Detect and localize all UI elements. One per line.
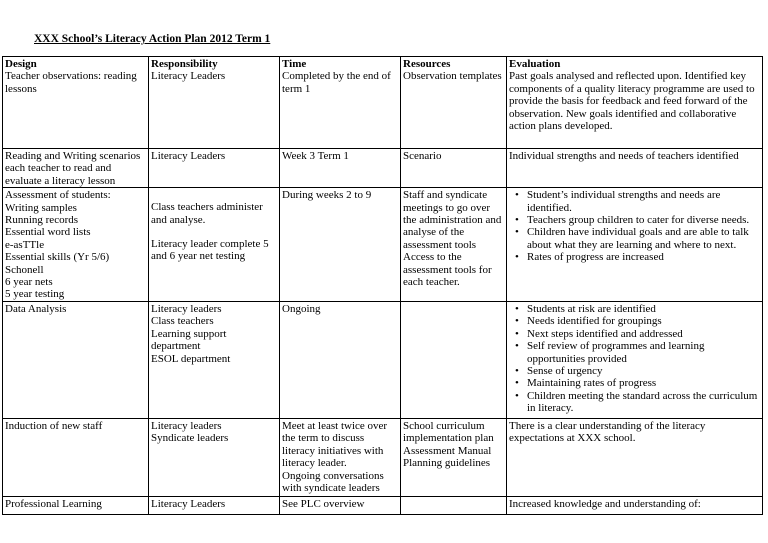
cell-text: Assessment of students: — [5, 189, 111, 202]
header-time: Time — [282, 58, 307, 70]
list-item: • Rates of progress are increased — [527, 251, 760, 263]
cell-text: Schonell — [5, 263, 44, 276]
table-cell — [149, 149, 280, 188]
header-cell-design — [3, 57, 149, 149]
cell-text: 5 year testing — [5, 288, 65, 301]
cell-text: Running records — [5, 214, 79, 227]
cell-text: Increased knowledge and understanding of: — [509, 497, 701, 510]
list-item: • Self review of programmes and learning opportunities provided — [527, 340, 760, 365]
cell-text: Essential skills (Yr 5/6) — [5, 251, 110, 264]
cell-text: Assessment Manual — [403, 444, 492, 457]
list-item: • Needs identified for groupings — [527, 315, 760, 327]
evaluation-list — [509, 189, 760, 263]
cell-text: Planning guidelines — [403, 457, 491, 470]
cell-text: Access to the assessment tools for each teacher. — [403, 251, 492, 289]
header-evaluation: Evaluation — [509, 58, 561, 70]
cell-text: Completed by the end of term 1 — [282, 70, 391, 95]
table-cell — [280, 149, 401, 188]
cell-text: Week 3 Term 1 — [282, 150, 349, 162]
list-item: • Sense of urgency — [527, 365, 760, 377]
table-cell — [149, 496, 280, 514]
table-row — [3, 149, 763, 188]
table-cell — [280, 418, 401, 496]
spacer — [151, 189, 277, 201]
table-cell — [3, 496, 149, 514]
cell-text: Class teachers — [151, 315, 214, 328]
cell-text: Writing samples — [5, 201, 77, 214]
list-item: • Children meeting the standard across the curriculum in literacy. — [527, 390, 760, 415]
table-cell — [507, 418, 763, 496]
cell-text: Literacy Leaders — [151, 150, 226, 162]
cell-text: Learning support department — [151, 327, 227, 353]
cell-text: Data Analysis — [5, 302, 67, 315]
cell-text: Ongoing conversations with syndicate leaders — [282, 469, 384, 494]
cell-text: Literacy Leaders — [151, 497, 226, 510]
cell-text: Induction of new staff — [5, 419, 103, 432]
table-header-row — [3, 57, 763, 149]
list-item: • Maintaining rates of progress — [527, 377, 760, 389]
cell-text: Staff and syndicate meetings to go over the administration and analyse of the assessment tools — [403, 189, 502, 251]
table-cell — [401, 418, 507, 496]
table-cell — [3, 301, 149, 418]
table-cell — [280, 301, 401, 418]
header-cell-responsibility — [149, 57, 280, 149]
cell-text: e-asTTle — [5, 238, 45, 251]
table-cell — [507, 188, 763, 302]
list-item: • Children have individual goals and are able to talk about what they are learning and where to next. — [527, 226, 760, 251]
table-cell — [3, 188, 149, 302]
cell-text: Scenario — [403, 150, 442, 162]
cell-text: Essential word lists — [5, 226, 91, 239]
table-cell — [3, 418, 149, 496]
evaluation-list — [509, 303, 760, 415]
table-cell — [149, 418, 280, 496]
table-cell — [401, 188, 507, 302]
cell-text: Syndicate leaders — [151, 432, 229, 445]
cell-text: Observation templates — [403, 70, 502, 83]
table-cell — [401, 301, 507, 418]
cell-text: Class teachers administer and analyse. — [151, 201, 263, 226]
list-item: • Next steps identified and addressed — [527, 328, 760, 340]
cell-text: Past goals analysed and reflected upon. Identified key components of a quality literacy programme are used to provide the basis for feedback and feed forward of the observation. New goals identified and collaborative action plans developed. — [509, 70, 755, 133]
table-cell — [401, 149, 507, 188]
table-cell — [280, 188, 401, 302]
header-cell-time — [280, 57, 401, 149]
cell-text: Ongoing — [282, 302, 321, 315]
cell-text: Literacy leaders — [151, 419, 222, 432]
cell-text: During weeks 2 to 9 — [282, 189, 372, 202]
cell-text: Professional Learning — [5, 497, 102, 510]
table-cell — [507, 149, 763, 188]
cell-text: Individual strengths and needs of teachers identified — [509, 150, 739, 162]
action-plan-table — [2, 56, 763, 515]
cell-text: ESOL department — [151, 352, 231, 365]
table-cell — [507, 301, 763, 418]
header-cell-evaluation — [507, 57, 763, 149]
cell-text: Teacher observations: reading lessons — [5, 70, 137, 95]
table-row — [3, 301, 763, 418]
table-cell — [280, 496, 401, 514]
document-title: XXX School’s Literacy Action Plan 2012 Term 1 — [34, 33, 271, 45]
table-cell — [401, 496, 507, 514]
cell-text: Literacy Leaders — [151, 70, 226, 83]
table-cell — [507, 496, 763, 514]
table-row — [3, 496, 763, 514]
header-cell-resources — [401, 57, 507, 149]
table-cell — [3, 149, 149, 188]
header-design: Design — [5, 58, 37, 70]
cell-text: Literacy leader complete 5 and 6 year net testing — [151, 238, 269, 263]
cell-text: Reading and Writing scenarios each teacher to read and evaluate a literacy lesson — [5, 150, 141, 187]
header-resources: Resources — [403, 58, 451, 70]
list-item: • Teachers group children to cater for diverse needs. — [527, 214, 760, 226]
header-responsibility: Responsibility — [151, 58, 218, 70]
cell-text: 6 year nets — [5, 276, 53, 289]
list-item: • Students at risk are identified — [527, 303, 760, 315]
cell-text: There is a clear understanding of the literacy expectations at XXX school. — [509, 419, 706, 445]
table-cell — [149, 188, 280, 302]
table-row — [3, 418, 763, 496]
spacer — [151, 226, 277, 238]
table-row — [3, 188, 763, 302]
cell-text: Literacy leaders — [151, 302, 222, 315]
cell-text: Meet at least twice over the term to discuss literacy initiatives with literacy leader. — [282, 419, 388, 470]
list-item: • Student’s individual strengths and needs are identified. — [527, 189, 760, 214]
cell-text: See PLC overview — [282, 497, 365, 510]
cell-text: School curriculum implementation plan — [403, 419, 494, 445]
table-cell — [149, 301, 280, 418]
